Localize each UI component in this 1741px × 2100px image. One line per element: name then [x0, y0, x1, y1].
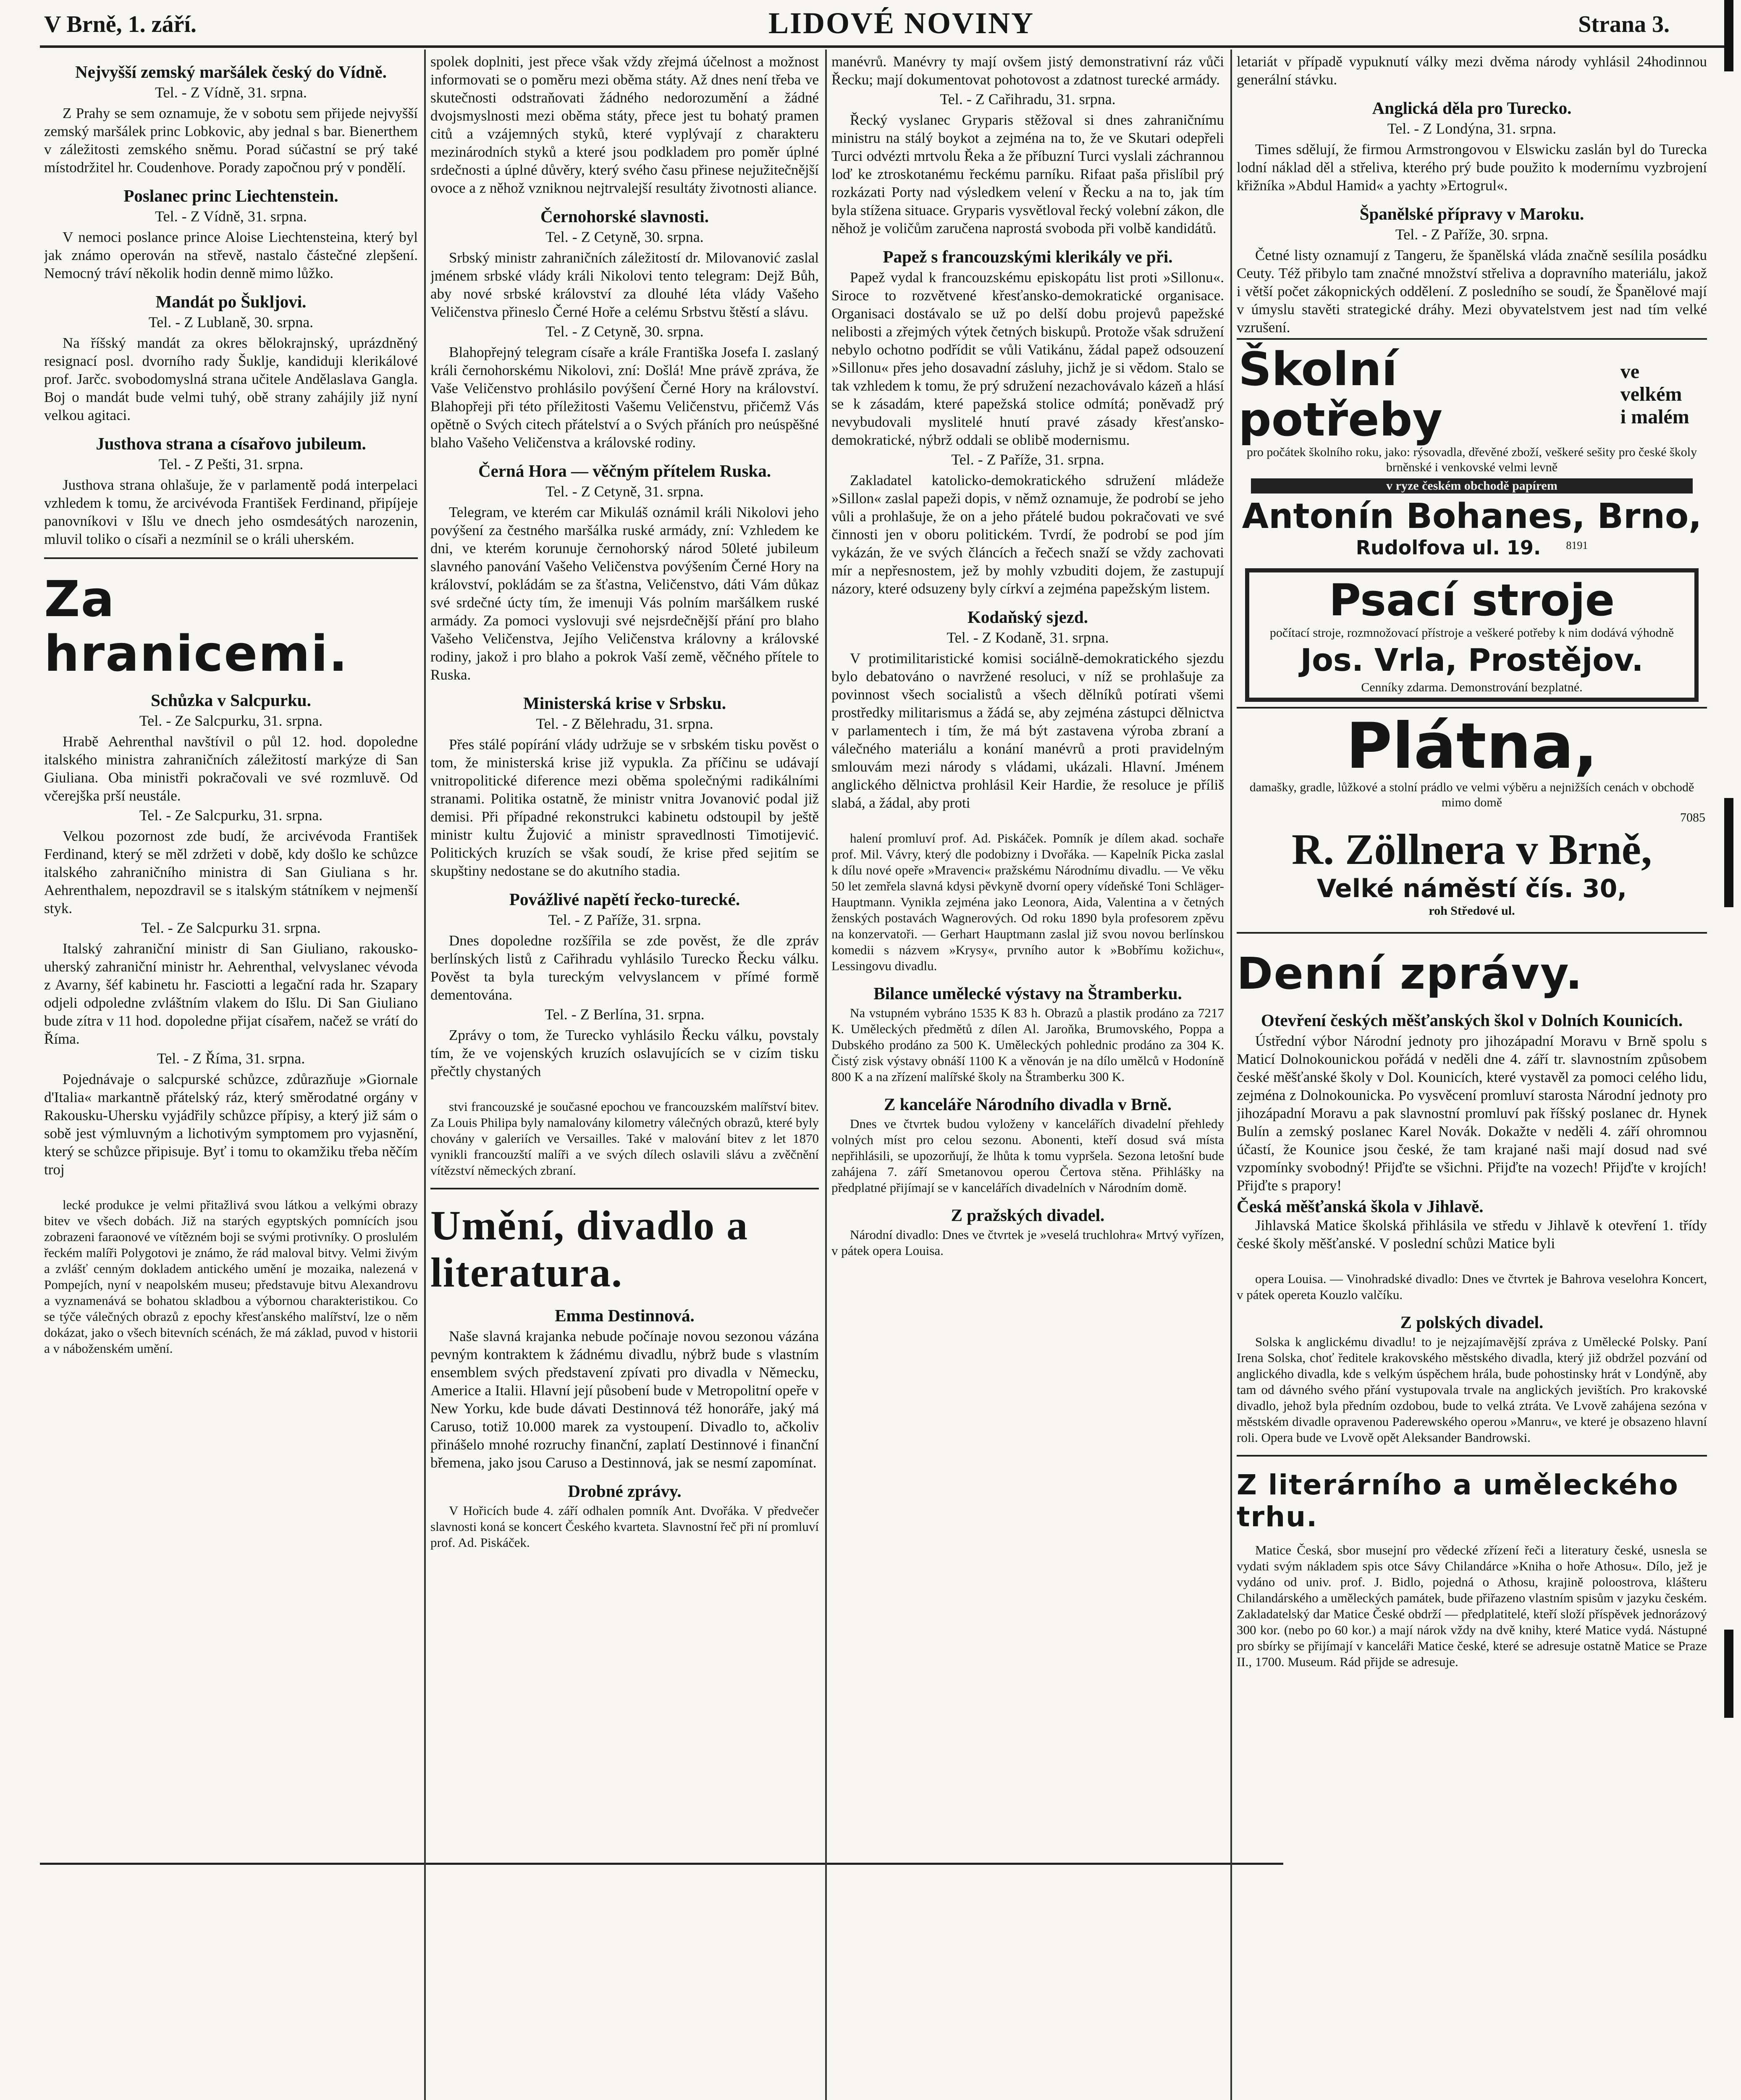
article: [44, 1050, 418, 1179]
article: [44, 62, 418, 176]
paragraph: V protimilitaristické komisi sociálně-demokratického sjezdu bylo debatováno o navržené resoluci, v níž se prohlašuje za povinnost všech socialistů a všech dělníků potírati všemi prostředky militarismus a žádá se, aby zejména zástupci dělnictva v parlamentech i tím, že má být zastavena výroba zbraní a válečného materiálu a konání manévrů a proti pravidelným smlouvám mezi národy s vládami, ukázali. Hlavní. Jménem anglického dělnictva prohlásil Keir Hardie, že resoluce je příliš slabá, a žádal, aby proti: [831, 650, 1224, 811]
ad-side-label: i malém: [1620, 406, 1689, 428]
dateline: Tel. - Z Říma, 31. srpna.: [157, 1050, 305, 1067]
column-1: [44, 52, 418, 2100]
article: [831, 1205, 1224, 1259]
headline: Povážlivé napětí řecko-turecké.: [509, 890, 740, 909]
ad-company: R. Zöllnera v Brně,: [1292, 825, 1652, 874]
paragraph: letariát v případě vypuknutí války mezi dvěma národy vyhlásil 24hodinnou generální stávku.: [1237, 53, 1707, 88]
section-rule: [430, 1188, 819, 1189]
dateline: Tel. - Ze Salcpurku 31. srpna.: [141, 919, 321, 936]
dateline: Tel. - Ze Salcpurku, 31. srpna.: [139, 712, 323, 729]
article: [430, 889, 819, 1004]
paragraph: lecké produkce je velmi přitažlivá svou látkou a velkými obrazy bitev ve všech dobách. Již na starých egyptských pomnících jsou zobrazeni faraonové ve vítězném boji se svými protivníky. O proslulém řeckém malíři Polygotovi je známo, že rád maloval bitvy. Velmi živým a zvlášť cenným dokladem antického umění je mozaika, nalezená v Pompejích, nyní v neapolském museu; představuje bitvu Alexandrovu a vyznamenává se bohatou skladbou a výbornou charakteristikou. Co se týče válečných obrazů z epochy křesťanského malířství, lze o něm dokázat, jako o všech bitevních scénách, že má základ, puvod v historii a v náboženském umění.: [44, 1197, 418, 1356]
article: [831, 830, 1224, 974]
article: [1237, 52, 1707, 89]
headline: Papež s francouzskými klerikály ve při.: [883, 247, 1173, 266]
headline: Schůzka v Salcpurku.: [151, 690, 311, 710]
article: [430, 52, 819, 197]
dateline: Tel. - Z Bělehradu, 31. srpna.: [536, 715, 713, 732]
article: [1237, 1196, 1707, 1252]
column-divider: [424, 50, 426, 2100]
ad-side-label: ve velkém: [1620, 360, 1682, 405]
paragraph: Hrabě Aehrenthal navštívil o půl 12. hod. dopoledne italského ministra zahraničních záležitostí markýze di San Giuliana. Oba ministři pokračovali ve své rozmluvě. Od včerejška prší neustále.: [44, 733, 418, 804]
ad-company: Antonín Bohanes, Brno,: [1242, 496, 1702, 536]
column-divider: [825, 50, 827, 2100]
section-rule: [44, 557, 418, 559]
paragraph: Pojednávaje o salcpurské schůzce, zdůrazňuje »Giornale d'Italia« markantně přátelský ráz, který směrodatné orgány v Rakousku-Uhersku vyjádřily schůzce přípisy, a který již sám o sobě jest výmluvným a lichotivým symptomem pro vyjasnění, který se schůzce připisuje. Byť i tomu to okamžiku třeba něčím troj: [44, 1071, 418, 1178]
article: [430, 693, 819, 880]
page-number: Strana 3.: [1578, 11, 1670, 37]
article: [44, 291, 418, 424]
advertisement-linens: [1237, 707, 1707, 923]
dateline: Tel. - Z Cetyně, 31. srpna.: [545, 483, 704, 500]
article: [44, 690, 418, 805]
column-4: [1237, 52, 1707, 2100]
dateline: Tel. - Z Berlína, 31. srpna.: [545, 1006, 705, 1023]
scan-edge: [1724, 0, 1733, 71]
section-rule: [1237, 1455, 1707, 1457]
column-3: [831, 52, 1224, 2100]
article: [831, 1094, 1224, 1196]
paragraph: manévrů. Manévry ty mají ovšem jistý demonstrativní ráz vůči Řecku; mají dokumentovat pohotovost a zdatnost turecké armády.: [831, 53, 1224, 88]
article: [430, 1005, 819, 1080]
article: [430, 1305, 819, 1472]
paragraph: Justhova strana ohlašuje, že v parlamentě podá interpelaci vzhledem k tomu, že arcivévoda František Ferdinand, připíjeje panovníkovi v Išlu ve dnech jeho osmdesátých narozenin, mluvil toliko o císaři a nezmínil se o králi uherském.: [44, 477, 418, 547]
paragraph: Dnes ve čtvrtek budou vyloženy v kancelářích divadelní přehledy volných míst pro celou sezonu. Abonenti, kteří dosud svá místa nepřihlásili, se upozorňují, že lhůta k tomu vypršela. Sezona letošní bude zahájena 7. září Smetanovou operou Čertova stěna. Přihlášky na předplatné přijímají se v kancelářích divadelních v Národním domě.: [831, 1116, 1224, 1195]
section-heading: Z literárního a uměleckého trhu.: [1237, 1469, 1679, 1533]
ad-address: Velké náměstí čís. 30,: [1316, 874, 1627, 903]
headline: Anglická děla pro Turecko.: [1372, 98, 1572, 118]
headline: Poslanec princ Liechtenstein.: [123, 186, 338, 205]
header-place-date: V Brně, 1. září.: [44, 11, 197, 37]
paragraph: Na říšský mandát za okres bělokrajnský, uprázdněný resignací posl. dvorního rady Šuklje, kandiduji klerikálové prof. Jarčc. svobodomyslná strana učitele Andělaslava Gangla. Boj o mandát bude velmi tuhý, obě strany zahájily již nyní velkou agitaci.: [44, 335, 418, 423]
paragraph: Solska k anglickému divadlu! to je nejzajímavější zpráva z Umělecké Polsky. Paní Irena Solska, choť ředitele krakovského městského divadla, který již obdržel pozvání od anglického divadla, kde s velkým úspěchem hrála, bude pohostinsky hrát v Londýně, aby tam od dávného svého přání vystupovala trvale na anglických jevištích. Pro krakovské divadlo, jehož byla předním ozdobou, bude to velká ztráta. Ve Lvově zahájena sezóna v městském divadle opravenou Paderewského operou »Manru«, ve které je obsazeno hlavní roli. Opera bude ve Lvově opět Aleksander Bandrowski.: [1237, 1334, 1707, 1445]
headline: Bilance umělecké výstavy na Štramberku.: [873, 984, 1182, 1003]
headline: Z polských divadel.: [1400, 1312, 1544, 1332]
article: [831, 247, 1224, 449]
headline: Z kanceláře Národního divadla v Brně.: [884, 1095, 1172, 1114]
article: [831, 451, 1224, 598]
dateline: Tel. - Z Cetyně, 30. srpna.: [545, 323, 704, 340]
paragraph: Times sdělují, že firmou Armstrongovou v Elswicku zaslán byl do Turecka lodní náklad děl a střeliva, kterého prý bude použito k modernímu vyzbrojení křižníka »Abdul Hamid« a yachty »Ertogrul«.: [1237, 141, 1707, 194]
article: [430, 461, 819, 684]
paragraph: Blahopřejný telegram císaře a krále Františka Josefa I. zaslaný králi černohorskému Nikolovi, zní: Došlá! Mne právě zpráva, že Vaše Veličenstvo prohlásilo povýšení Černé Hory na království. Blahopřeji při této příležitosti Vašemu Veličenstvu, přičemž Vás opětně o Svých citech přátelství a o Svých přáních pro neúspěšné blaho Vašeho Veličenstva a královské rodiny.: [430, 344, 819, 451]
headline: Emma Destinnová.: [555, 1306, 695, 1325]
article: [831, 983, 1224, 1085]
dateline: Tel. - Z Londýna, 31. srpna.: [1387, 120, 1557, 137]
ad-headline: Psací stroje: [1329, 575, 1615, 626]
article: [1237, 1542, 1707, 1670]
headline: Mandát po Šukljovi.: [155, 292, 307, 311]
headline: Justhova strana a císařovo jubileum.: [96, 434, 366, 453]
advertisement-typewriters: [1245, 568, 1699, 702]
article: [430, 323, 819, 452]
article: [430, 1481, 819, 1551]
dateline: Tel. - Z Kodaně, 31. srpna.: [947, 629, 1109, 646]
paragraph: Přes stálé popírání vlády udržuje se v srbském tisku pověst o tom, že ministerská krise již vypukla. Za příčinu se udávají vnitropolitické diference mezi oběma společnými radikálními stranami. Politika ostatně, že ministr vnitra Jovanović podal již demisi. Při případné rekonstrukci kabinetu odstoupil by ještě ministr kultu Žujović a ministr spravedlnosti Timotijević. Politických kruzích se však soudí, že krise před sejitím se skupštiny nedostane se do akutního stadia.: [430, 736, 819, 879]
paragraph: Matice Česká, sbor musejní pro vědecké zřízení řeči a literatury české, usnesla se vydati svým nákladem spis otce Sávy Chilandárce »Kniha o hoře Athosu«. Dílo, jež je vydáno od univ. prof. J. Bidlo, pojedná o Athosu, krajině poloostrova, klášteru Chilandárského a uměleckých památek, bude přiřazeno vlastním spisům v jazyku českém. Zakladatelský dar Matice České obdrží — předplatitelé, kteří složí příspěvek jednorázový 300 kor. (nebo po 60 kor.) a mají nárok vždy na dvě knihy, které Matice vydá. Nástupné pro sbírky se přijímají v kanceláři Matice české, které se adresuje ostatně Matice se Praze II., 1700. Museum. Rád přijde se adresuje.: [1237, 1543, 1707, 1669]
running-header: [44, 6, 1728, 44]
feuilleton: [430, 1099, 819, 1179]
headline: Otevření českých měšťanských škol v Dolních Kounicích.: [1261, 1011, 1683, 1030]
section-heading: Umění, divadlo a literatura.: [430, 1202, 749, 1296]
paragraph: Srbský ministr zahraničních záležitostí dr. Milovanović zaslal jménem srbské vlády králi Nikolovi tento telegram: Dejž Bůh, aby nové srbské království za dlouhé léta vlády Vašeho Veličenstva přineslo Černé Hoře a celému Srbstvu štěstí a slávu.: [430, 249, 819, 320]
section-heading: Denní zprávy.: [1237, 948, 1583, 999]
paragraph: Telegram, ve kterém car Mikuláš oznámil králi Nikolovi jeho povýšení za čestného maršálka ruské armády, zní: Vzhledem ke dni, ve kterém korunuje černohorský národ 50leté jubileum slavného panování Vašeho Veličenstva povýšením Černé Hory na království, pokládám se za šťastna, Veličenstvo, dáti Vám důkaz své srdečné úcty tím, že imenuji Vás polním maršálkem ruské armády. Za pomoci vyslovuji své nejsrdečnější přání pro blaho Vašeho Veličenstva, Jejího Veličenstva královny a královské rodiny, jakož i pro blaho a pokrok Vaší země, věčného přítele to Ruska.: [430, 504, 819, 683]
paragraph: Ústřední výbor Národní jednoty pro jihozápadní Moravu v Brně spolu s Maticí Dolnokounickou pořádá v neděli dne 4. září tr. slavnostním způsobem české měšťanské školy v Dol. Kounicích, které vystavěl za pomoci celého lidu, zejména z Dolnokounicka. Po vysvěcení promluví starosta Národní jednoty pro jihozápadní Moravu a pak slavnostní promluví pak říšský poslanec dr. Hynek Bulín a zemský poslanec Karel Novák. Dokažte v neděli 4. září ohromnou účastí, že Kounice jsou české, že tam krajané naši mají dosud nad své vzpomínky svobodný! Přijďte se všichni. Přijďte na vozech! Přijďte v krojích! Přijďte s prapory!: [1237, 1033, 1707, 1194]
ad-company: Jos. Vrla, Prostějov.: [1300, 642, 1644, 678]
ad-number: 8191: [1566, 539, 1588, 551]
headline: Černá Hora — věčným přítelem Ruska.: [478, 461, 771, 480]
paragraph: Papež vydal k francouzskému episkopátu list proti »Sillonu«. Siroce to rozvětvené křesťansko-demokratické organisace. Organisaci dostávalo se už po delší dobu projevů papežské nelibosti a zřejmých výtek četných biskupů. Protože však sdružení nebylo ochotno podřídit se vůli Vatikánu, žádal papež odsouzení »Sillonu« přes jeho dosavadní zásluhy, jichž je si vědom. Stalo se tak vzhledem k tomu, že prý sdružení nezachovávalo kázeň a hlásí se k zásadám, které papežská stolice odmítá; poněvadž prý nevybudovali myslitelé hnutí pravé zásady křesťansko-demokratické, nýbrž oddali se oblibě modernismu.: [831, 269, 1224, 448]
headline: Drobné zprávy.: [568, 1481, 682, 1501]
article: [44, 433, 418, 548]
advertisement-school-supplies: [1237, 338, 1707, 563]
paragraph: V Hořicích bude 4. září odhalen pomník Ant. Dvořáka. V předvečer slavnosti koná se koncert Českého kvarteta. Slavnostní řeč při ní promluví prof. Ad. Piskáček.: [430, 1503, 819, 1550]
scan-edge: [1724, 1630, 1733, 1718]
article: [831, 90, 1224, 237]
dateline: Tel. - Z Pešti, 31. srpna.: [158, 456, 304, 472]
ad-headline: Plátna,: [1346, 710, 1598, 783]
article: [1237, 1271, 1707, 1303]
section-heading: Za hranicemi.: [44, 570, 349, 682]
ad-text: počítací stroje, rozmnožovací přístroje a veškeré potřeby k nim dodává výhodně: [1269, 626, 1674, 640]
ad-address: Rudolfova ul. 19.: [1356, 536, 1541, 559]
ad-text: damašky, gradle, lůžkové a stolní prádlo ve velmi výběru a nejnižších cenách v obchodě mimo domě: [1249, 780, 1694, 809]
headline: Černohorské slavnosti.: [540, 207, 709, 226]
feuilleton: [44, 1197, 418, 1357]
paragraph: Zakladatel katolicko-demokratického sdružení mládeže »Sillon« zaslal papeži dopis, v němž oznamuje, že podrobí se jeho vůli a prohlašuje, že on a jeho přátelé budou pokračovati ve své činnosti jen v oboru politickém. Tvrdí, že podrobí se pod jím vykázán, že ve svých článcích a řečech snaží se vždy zachovati mír a nepřesnostem, jež by mohly vzbuditi dojem, že zastupují názory, které odsuzeny byly církví a zejména papežským listem.: [831, 472, 1224, 597]
headline: Nejvyšší zemský maršálek český do Vídně.: [75, 62, 387, 81]
paragraph: Četné listy oznamují z Tangeru, že španělská vláda značně sesílila posádku Ceuty. Též přibylo tam značné množství střeliva a dopravního materiálu, jakož i větší počet zákopnických oddělení. Z posledního se soudí, že Španělové mají v úmyslu stavěti strategické dráhy. Mezi obyvatelstvem jest nad tím velké vzrušení.: [1237, 247, 1707, 336]
dateline: Tel. - Z Cetyně, 30. srpna.: [545, 228, 704, 245]
ad-address-note: roh Středové ul.: [1429, 904, 1515, 918]
headline: Česká měšťanská škola v Jihlavě.: [1237, 1197, 1484, 1216]
ad-note: Cenníky zdarma. Demonstrování bezplatné.: [1361, 680, 1583, 694]
paragraph: Dnes dopoledne rozšířila se zde pověst, že dle zpráv berlínských listů z Cařihradu vyhlásilo Turecko Řecku válku. Pověst ta byla tureckým velvyslancem v přímé formě dementována.: [430, 932, 819, 1003]
headline: Kodaňský sjezd.: [967, 607, 1088, 627]
headline: Z pražských divadel.: [951, 1205, 1105, 1225]
paragraph: Na vstupném vybráno 1535 K 83 h. Obrazů a plastik prodáno za 7217 K. Uměleckých předmětů z dílen Al. Jaroňka, Brumovského, Poppa a Dubského prodáno za 500 K. Uměleckých pohlednic prodáno za 304 K. Čistý zisk výstavy obnáší 1100 K a věnován je na dílo umělců v Hodoníně 800 K a na zřízení malířské školy na Štramberku 300 K.: [831, 1005, 1224, 1084]
ad-headline: Školní potřeby: [1238, 342, 1443, 446]
paragraph: Řecký vyslanec Gryparis stěžoval si dnes zahraničnímu ministru na stálý boykot a zejména na to, že ve Skutari odepřeli Turci odvézti mrtvolu Řeka a že příbuzní Turci vyslali záchrannou loď ke ztroskotanému řeckému parníku. Rifaat paša přislíbil prý rozkázati Porty nad výsledkem velení v Řecku a na to, jak tím byla stížena situace. Gryparis vysvětloval řecký volební zákon, dle něhož je voličům zaručena naprostá svoboda při volbě kandidátů.: [831, 112, 1224, 236]
article: [831, 52, 1224, 89]
ad-text: pro počátek školního roku, jako: rýsovadla, dřevěné zboží, veškeré sešity pro české školy brněnské i venkovské velmi levně: [1246, 445, 1697, 474]
dateline: Tel. - Z Lublaně, 30. srpna.: [148, 314, 314, 331]
article: [44, 806, 418, 917]
article: [430, 206, 819, 321]
ad-number: 7085: [1680, 811, 1705, 824]
dateline: Tel. - Z Cařihradu, 31. srpna.: [940, 91, 1116, 108]
paragraph: Zprávy o tom, že Turecko vyhlásilo Řecku válku, povstaly tím, že ve vojenských kruzích oslavujících se v cizím tisku přečtly chystaných: [430, 1027, 819, 1079]
column-divider: [1230, 50, 1232, 2100]
article: [1237, 204, 1707, 336]
paragraph: halení promluví prof. Ad. Piskáček. Pomník je dílem akad. sochaře prof. Mil. Vávry, který dle podobizny i Dvořáka. — Kapelník Picka zaslal k dílu nové opeře »Mravenci« pražskému Národnímu divadlu. — Ve věku 50 let zemřela slavná kdysi pěvkyně dvorní opery vídeňské Toni Schläger-Hauptmann. Vynikla zejména jako Leonora, Aida, Valentina a v četných ženských postavách Wagnerových. Od roku 1890 byla profesorem zpěvu na konzervatoři. — Gerhart Hauptmann zaslal již svou novou berlínskou komedii s názvem »Krysy«, prvního autor k »Bobřímu kožichu«, Lessingovu divadlu.: [831, 831, 1224, 973]
ad-strip: v ryze českém obchodě papírem: [1251, 478, 1693, 494]
paragraph: Národní divadlo: Dnes ve čtvrtek je »veselá truchlohra« Mrtvý vyřízen, v pátek opera Louisa.: [831, 1227, 1224, 1258]
header-rule: [40, 45, 1728, 48]
article: [1237, 1010, 1707, 1194]
headline: Ministerská krise v Srbsku.: [523, 693, 726, 713]
column-2: [430, 52, 819, 2100]
paragraph: stvi francouzské je současné epochou ve francouzském malířství bitev. Za Louis Philipa byly namalovány kilometry válečných obrazů, které byly chovány v galeriích ve Versailles. Také v malování bitev z let 1870 vynikli francouzští malíři a ve svých dílech oslavili slávu a zvěčnění vítězství německých zbraní.: [430, 1099, 819, 1178]
article: [1237, 1312, 1707, 1446]
section-rule: [1237, 932, 1707, 934]
paragraph: Velkou pozornost zde budí, že arcivévoda František Ferdinand, který se měl zdržeti v době, kdy došlo ke schůzce italského zahraničního ministra di San Giuliana s hr. Aehrenthalem, nepozdravil se s italským státníkem v nejmenší styk.: [44, 828, 418, 916]
headline: Španělské přípravy v Maroku.: [1359, 204, 1584, 223]
dateline: Tel. - Z Paříže, 30. srpna.: [1395, 226, 1549, 243]
dateline: Tel. - Z Vídně, 31. srpna.: [155, 208, 307, 225]
article: [44, 919, 418, 1048]
scan-edge: [1724, 798, 1733, 907]
paragraph: Italský zahraniční ministr di San Giuliano, rakousko-uherský zahraniční ministr hr. Aehrenthal, velvyslanec vévoda z Avarny, šéf kabinetu hr. Fasciotti a legační rada hr. Szapary odjeli odpoledne zvláštním vlakem do Išlu. Di San Giuliano bude zítra v 11 hod. dopoledne přijat císařem, načež se vrátí do Říma.: [44, 940, 418, 1047]
article: [44, 186, 418, 282]
dateline: Tel. - Z Paříže, 31. srpna.: [548, 911, 701, 928]
article: [831, 607, 1224, 812]
dateline: Tel. - Ze Salcpurku, 31. srpna.: [139, 807, 323, 824]
paragraph: opera Louisa. — Vinohradské divadlo: Dnes ve čtvrtek je Bahrova veselohra Koncert, v pátek opereta Kouzlo valčíku.: [1237, 1271, 1707, 1302]
paragraph: Z Prahy se sem oznamuje, že v sobotu sem přijede nejvyšší zemský maršálek princ Lobkovic, aby jednal s bar. Bienerthem v záležitosti zemského sněmu. Porad súčastní se prý také místodržitel hr. Coudenhove. Porady započnou prý v pondělí.: [44, 105, 418, 176]
paragraph: Jihlavská Matice školská přihlásila ve středu v Jihlavě k otevření 1. třídy české školy měšťanské. V poslední schůzi Matice byli: [1237, 1217, 1707, 1252]
paragraph: V nemoci poslance prince Aloise Liechtensteina, který byl jak známo operován na střevě, nastalo částečné zlepšení. Nemocný tráví několik hodin denně mimo lůžko.: [44, 229, 418, 281]
masthead-title: LIDOVÉ NOVINY: [768, 6, 1035, 40]
dateline: Tel. - Z Vídně, 31. srpna.: [155, 84, 307, 101]
paragraph: spolek doplniti, jest přece však vždy zřejmá účelnost a možnost informovati se o poměru mezi oběma státy. Až dnes není třeba ve skutečnosti odstraňovati žádného nedorozumění a žádné dvojsmyslnosti mezi oběma státy, přece jest tu bohatý pramen citů a vzájemných styků, které vyplývají z charakteru mezinárodních styků a které jsou podkladem pro poměr úplné srdečnosti a úplné důvěry, který svého času přinese nejužitečnější ovoce a z něhož vzniknou nejtrvalejší resultáty životnosti aliance.: [430, 53, 819, 196]
dateline: Tel. - Z Paříže, 31. srpna.: [951, 451, 1104, 468]
paragraph: Naše slavná krajanka nebude počínaje novou sezonou vázána pevným kontraktem k žádnému divadlu, nýbrž bude s vlastním ensemblem svých představení zpívati pro divadla v Německu, Americe a Italii. Hlavní její působení bude v Metropolitní opeře v New Yorku, kde bude dávati Destinnová též honoráře, jaký má Caruso, totiž 10.000 marek za vystoupení. Divadlo to, ačkoliv přinášelo mnohé rozruchy finanční, zaplatí Destinnové i finanční břemena, jako jsou Caruso a Destinnová, jak se nesmí zapomínat.: [430, 1328, 819, 1471]
article: [1237, 98, 1707, 194]
